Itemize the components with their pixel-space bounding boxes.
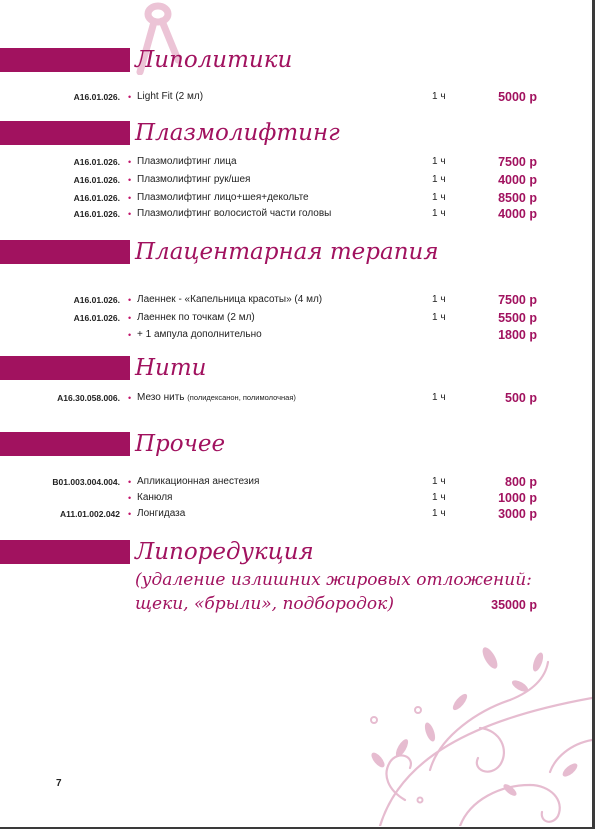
service-code: A16.01.026. — [73, 193, 120, 203]
service-duration: 1 ч — [432, 492, 446, 503]
service-duration: 1 ч — [432, 192, 446, 203]
section-band — [0, 121, 130, 145]
section-subtitle-line2: щеки, «брыли», подбородок) — [135, 594, 394, 614]
service-price: 1800 р — [498, 328, 537, 342]
section-title-lipo-reduction: Липоредукция — [135, 539, 314, 565]
service-price: 7500 р — [498, 155, 537, 169]
table-row — [0, 292, 595, 308]
service-name: Плазмолифтинг лица — [137, 156, 237, 167]
bullet-icon: • — [128, 313, 132, 323]
section-band — [0, 356, 130, 380]
page-number: 7 — [56, 778, 62, 789]
service-code: A16.01.026. — [73, 313, 120, 323]
section-subtitle-line1: (удаление излишних жировых отложений: — [135, 570, 532, 590]
bullet-icon: • — [128, 477, 132, 487]
bullet-icon: • — [128, 209, 132, 219]
service-code: A16.01.026. — [73, 157, 120, 167]
section-band — [0, 540, 130, 564]
service-duration: 1 ч — [432, 392, 446, 403]
service-name-main: Мезо нить — [137, 392, 185, 403]
bullet-icon: • — [128, 393, 132, 403]
service-price: 3000 р — [498, 507, 537, 521]
service-price: 35000 р — [491, 598, 537, 612]
table-row — [0, 474, 595, 490]
section-title-threads: Нити — [135, 355, 207, 381]
service-name: Плазмолифтинг волосистой части головы — [137, 208, 332, 219]
bullet-icon: • — [128, 193, 132, 203]
service-name: Плазмолифтинг рук/шея — [137, 174, 251, 185]
service-code: A16.01.026. — [73, 209, 120, 219]
service-duration: 1 ч — [432, 208, 446, 219]
service-name: Лаеннек по точкам (2 мл) — [137, 312, 255, 323]
service-price: 5000 р — [498, 90, 537, 104]
service-code: A16.30.058.006. — [57, 393, 120, 403]
service-name: Light Fit (2 мл) — [137, 91, 204, 102]
service-price: 8500 р — [498, 191, 537, 205]
bullet-icon: • — [128, 295, 132, 305]
table-row — [0, 390, 595, 406]
service-duration: 1 ч — [432, 476, 446, 487]
table-row — [0, 154, 595, 170]
section-band — [0, 48, 130, 72]
table-row — [0, 490, 595, 506]
service-duration: 1 ч — [432, 294, 446, 305]
bullet-icon: • — [128, 157, 132, 167]
service-name: Плазмолифтинг лицо+шея+декольте — [137, 192, 309, 203]
service-code: A16.01.026. — [73, 295, 120, 305]
bullet-icon: • — [128, 509, 132, 519]
service-duration: 1 ч — [432, 156, 446, 167]
service-code: A16.01.026. — [73, 92, 120, 102]
bullet-icon: • — [128, 175, 132, 185]
service-duration: 1 ч — [432, 312, 446, 323]
service-code: A16.01.026. — [73, 175, 120, 185]
table-row — [0, 190, 595, 206]
service-name — [137, 390, 296, 406]
bullet-icon: • — [128, 330, 132, 340]
service-name: Лонгидаза — [137, 508, 186, 519]
section-title-lipolytics: Липолитики — [135, 47, 293, 73]
table-row — [0, 172, 595, 188]
table-row — [0, 310, 595, 326]
table-row — [0, 206, 595, 222]
service-duration: 1 ч — [432, 174, 446, 185]
service-price: 4000 р — [498, 207, 537, 221]
service-price: 4000 р — [498, 173, 537, 187]
service-duration: 1 ч — [432, 508, 446, 519]
section-band — [0, 432, 130, 456]
table-row — [0, 327, 595, 343]
service-name: Лаеннек - «Капельница красоты» (4 мл) — [137, 294, 323, 305]
service-price: 5500 р — [498, 311, 537, 325]
service-name: Апликационная анестезия — [137, 476, 260, 487]
section-title-placenta: Плацентарная терапия — [135, 239, 439, 265]
service-price: 7500 р — [498, 293, 537, 307]
bullet-icon: • — [128, 92, 132, 102]
service-price: 1000 р — [498, 491, 537, 505]
section-band — [0, 240, 130, 264]
service-price: 500 р — [505, 391, 537, 405]
bullet-icon: • — [128, 493, 132, 503]
section-title-other: Прочее — [135, 431, 226, 457]
service-duration: 1 ч — [432, 91, 446, 102]
table-row — [0, 506, 595, 522]
service-name: + 1 ампула дополнительно — [137, 329, 262, 340]
section-title-plasmolifting: Плазмолифтинг — [135, 120, 340, 146]
table-row — [0, 89, 595, 105]
service-price: 800 р — [505, 475, 537, 489]
service-code: A11.01.002.042 — [59, 509, 120, 519]
service-name-note: (полидексанон, полимолочная) — [187, 393, 296, 402]
service-code: B01.003.004.004. — [52, 477, 120, 487]
service-name: Канюля — [137, 492, 173, 503]
floral-ornament-icon — [360, 640, 592, 826]
